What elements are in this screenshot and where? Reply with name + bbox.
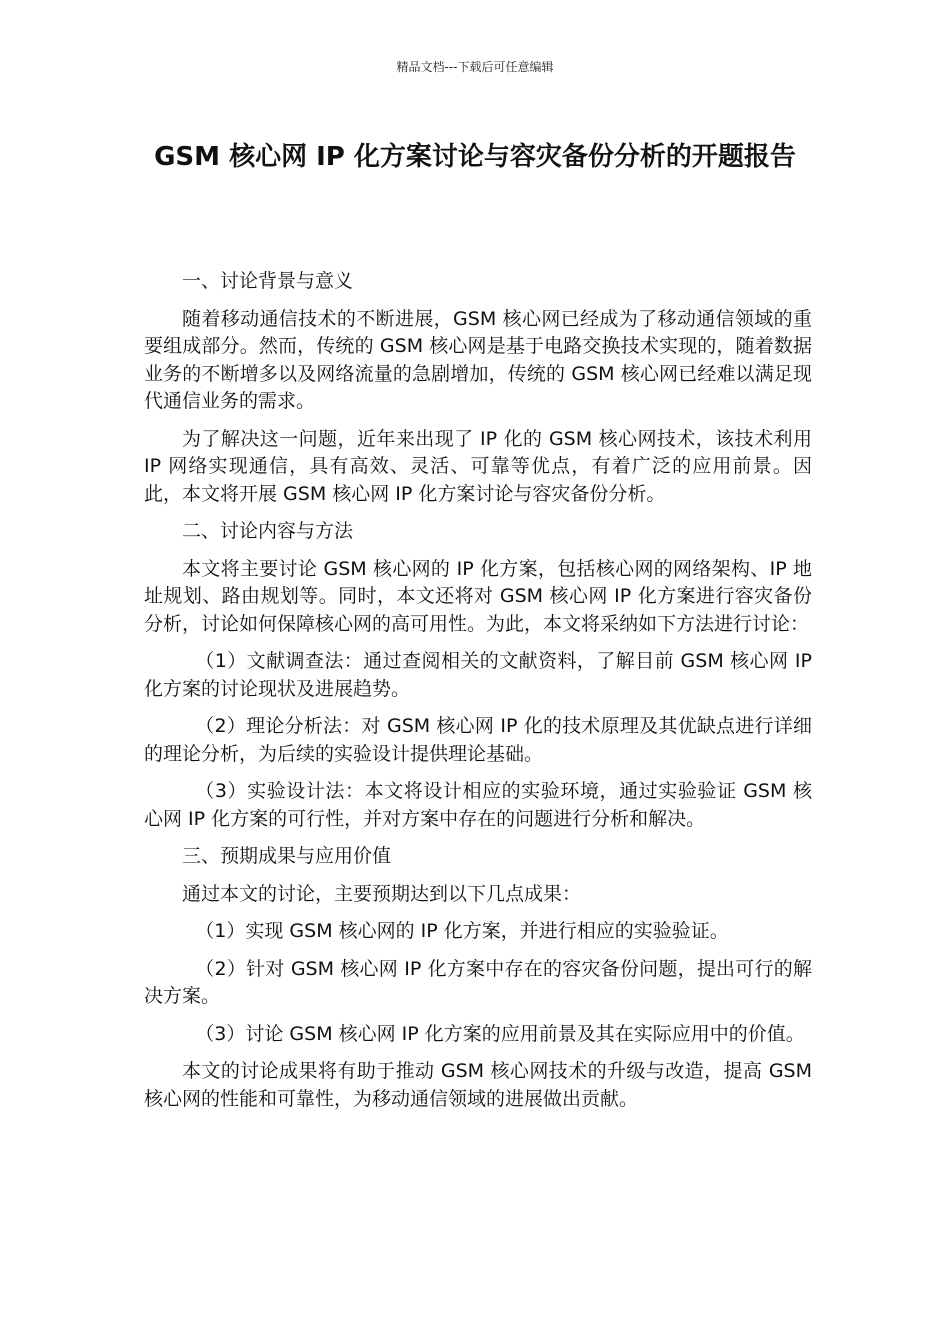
section-2-list-item-2: （2）理论分析法：对 GSM 核心网 IP 化的技术原理及其优缺点进行详细的理论分析，为后续的实验设计提供理论基础。 (144, 715, 812, 765)
section-2-list-item-1: （1）文献调查法：通过查阅相关的文献资料，了解目前 GSM 核心网 IP 化方案的讨论现状及进展趋势。 (144, 650, 812, 700)
document-title: GSM 核心网 IP 化方案讨论与容灾备份分析的开题报告 (154, 142, 796, 172)
section-2-list-item-3: （3）实验设计法：本文将设计相应的实验环境，通过实验验证 GSM 核心网 IP 化方案的可行性，并对方案中存在的问题进行分析和解决。 (144, 780, 812, 830)
document-body (144, 268, 812, 1123)
header-note: 精品文档---下载后可任意编辑 (396, 60, 554, 74)
section-3-intro: 通过本文的讨论，主要预期达到以下几点成果： (182, 882, 582, 905)
section-1-heading: 一、讨论背景与意义 (182, 270, 354, 292)
section-3-list-item-3: （3）讨论 GSM 核心网 IP 化方案的应用前景及其在实际应用中的价值。 (195, 1022, 805, 1045)
section-1-paragraph-2: 为了解决这一问题，近年来出现了 IP 化的 GSM 核心网技术，该技术利用 IP 网络实现通信，具有高效、灵活、可靠等优点，有着广泛的应用前景。因此，本文将开展 GSM 核心网 IP 化方案讨论与容灾备份分析。 (144, 427, 812, 505)
section-3-list-item-2: （2）针对 GSM 核心网 IP 化方案中存在的容灾备份问题，提出可行的解决方案。 (144, 957, 812, 1007)
section-2-heading: 二、讨论内容与方法 (182, 520, 354, 542)
section-3-heading: 三、预期成果与应用价值 (182, 845, 392, 867)
section-3-conclusion: 本文的讨论成果将有助于推动 GSM 核心网技术的升级与改造，提高 GSM 核心网的性能和可靠性，为移动通信领域的进展做出贡献。 (144, 1060, 812, 1110)
section-3-list-item-1: （1）实现 GSM 核心网的 IP 化方案，并进行相应的实验验证。 (195, 920, 729, 942)
section-1-paragraph-1: 随着移动通信技术的不断进展，GSM 核心网已经成为了移动通信领域的重要组成部分。然而，传统的 GSM 核心网是基于电路交换技术实现的，随着数据业务的不断增多以及网络流量的急剧增加，传统的 GSM 核心网已经难以满足现代通信业务的需求。 (144, 307, 812, 412)
section-2-paragraph-1: 本文将主要讨论 GSM 核心网的 IP 化方案，包括核心网的网络架构、IP 地址规划、路由规划等。同时，本文还将对 GSM 核心网 IP 化方案进行容灾备份分析，讨论如何保障核心网的高可用性。为此，本文将采纳如下方法进行讨论： (144, 557, 812, 635)
